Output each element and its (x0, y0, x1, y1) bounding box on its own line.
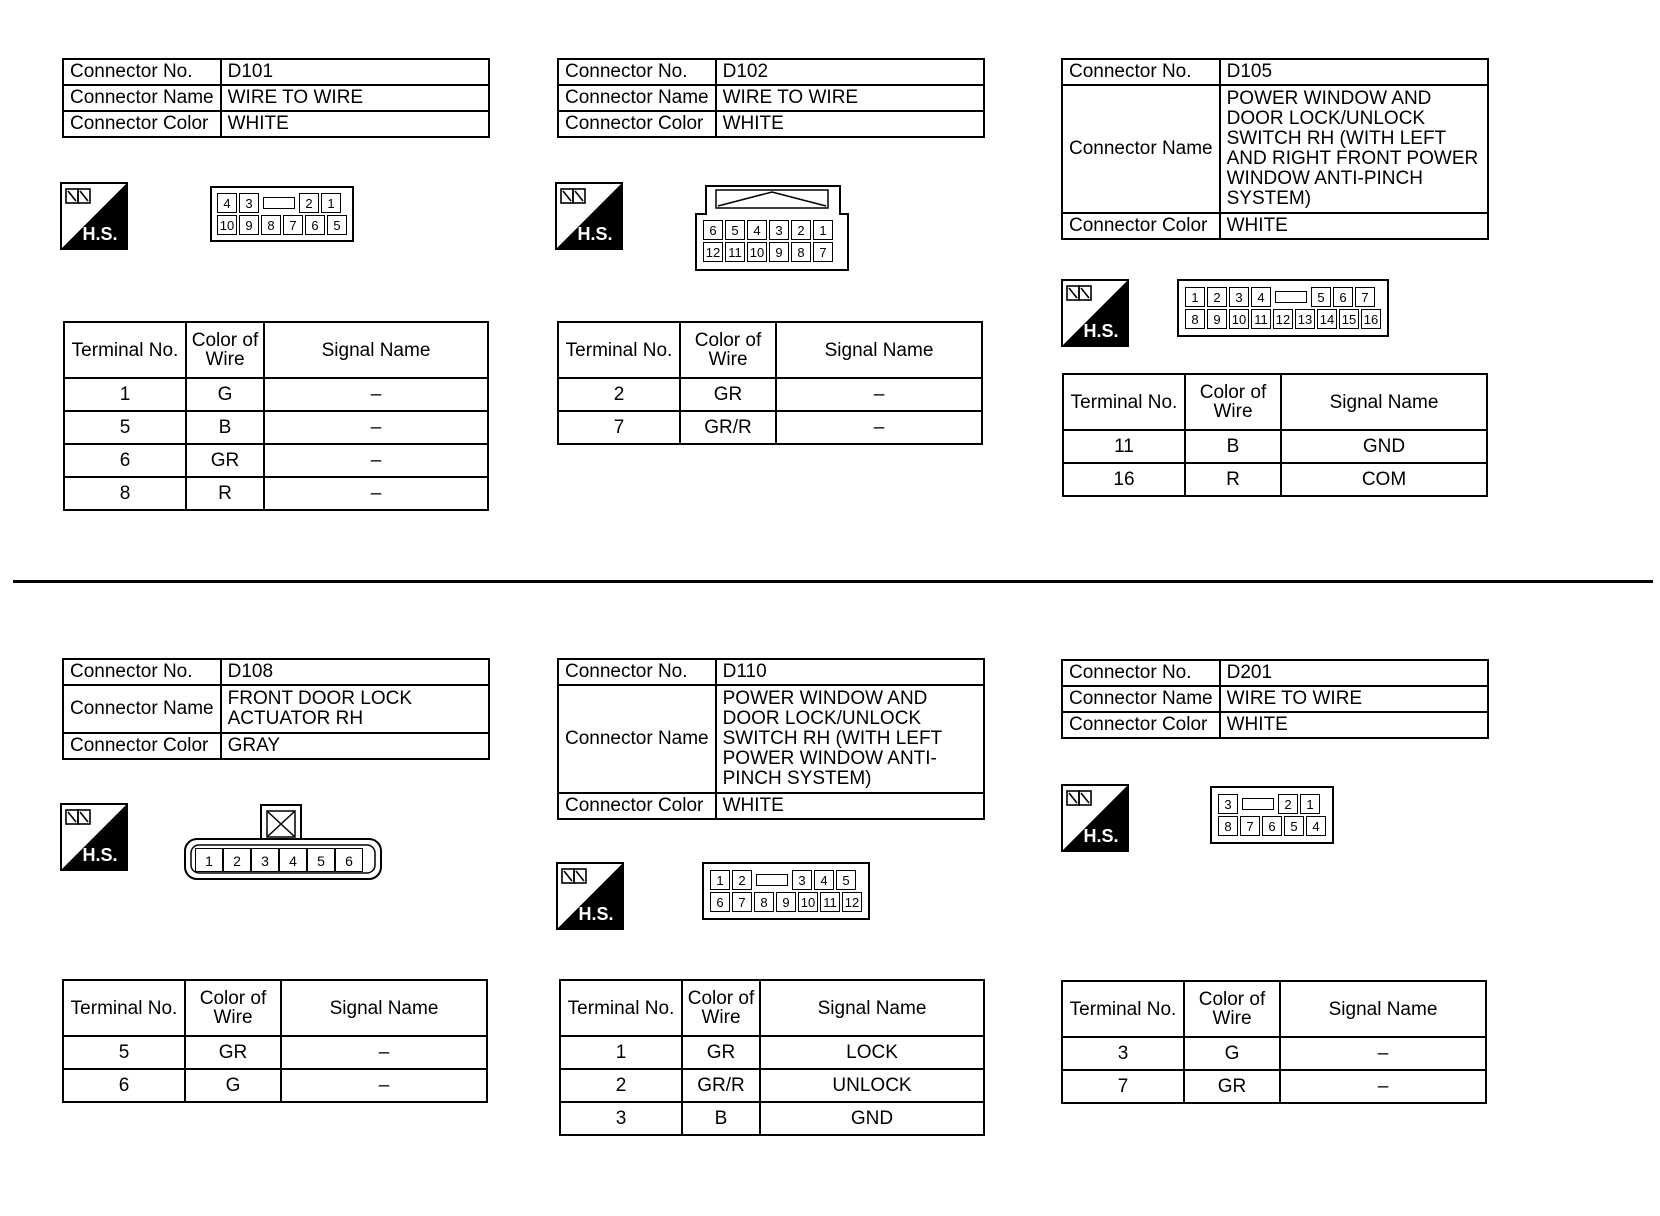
connector-pin: 10 (1229, 309, 1249, 329)
connector-pin: 10 (217, 215, 237, 235)
terminal-no-cell: 11 (1063, 430, 1185, 463)
terminal-no-cell: 7 (1062, 1070, 1184, 1103)
connector-pin: 12 (842, 892, 862, 912)
terminal-no-cell: 5 (64, 411, 186, 444)
wire-color-cell: GR (680, 378, 776, 411)
signal-name-cell: UNLOCK (760, 1069, 984, 1102)
connector-panel-d108 (62, 658, 490, 760)
hs-label: H.S. (578, 904, 614, 924)
connector-pin: 4 (1306, 816, 1326, 836)
terminal-table (1062, 373, 1488, 497)
connector-color-value: WHITE (716, 111, 984, 137)
connector-info-table (62, 658, 490, 760)
signal-name-cell: – (264, 411, 488, 444)
color-of-wire-header: Color of Wire (186, 322, 264, 378)
terminal-no-cell: 6 (64, 444, 186, 477)
signal-name-cell: – (281, 1036, 487, 1069)
pin-row-bottom (702, 241, 834, 263)
signal-name-header: Signal Name (1281, 374, 1487, 430)
color-of-wire-header: Color of Wire (185, 980, 281, 1036)
terminal-row (1063, 463, 1487, 496)
connector-panel-d105 (1061, 58, 1489, 240)
terminal-row (558, 378, 982, 411)
connector-name-label: Connector Name (63, 685, 221, 733)
connector-pin: 8 (1218, 816, 1238, 836)
connector-pin: 3 (792, 870, 812, 890)
signal-name-cell: GND (1281, 430, 1487, 463)
harness-side-icon (1061, 279, 1129, 347)
terminal-panel-d201 (1061, 980, 1487, 1104)
color-of-wire-header: Color of Wire (680, 322, 776, 378)
connector-face-d110 (702, 862, 870, 920)
terminal-no-header: Terminal No. (64, 322, 186, 378)
connector-pin: 2 (732, 870, 752, 890)
signal-name-header: Signal Name (281, 980, 487, 1036)
hs-label: H.S. (82, 224, 118, 244)
connector-name-label: Connector Name (558, 85, 716, 111)
connector-no-value: D201 (1220, 660, 1488, 686)
signal-name-header: Signal Name (264, 322, 488, 378)
connector-pin: 3 (1229, 287, 1249, 307)
connector-pin: 1 (710, 870, 730, 890)
connector-pin: 8 (754, 892, 774, 912)
terminal-no-cell: 3 (560, 1102, 682, 1135)
wire-color-cell: R (186, 477, 264, 510)
terminal-no-cell: 8 (64, 477, 186, 510)
connector-pin: 12 (703, 242, 723, 262)
terminal-panel-d105 (1062, 373, 1488, 497)
connector-pin: 5 (327, 215, 347, 235)
signal-name-cell: – (264, 378, 488, 411)
terminal-table (62, 979, 488, 1103)
connector-color-label: Connector Color (63, 733, 221, 759)
terminal-row (560, 1102, 984, 1135)
signal-name-header: Signal Name (760, 980, 984, 1036)
connector-no-label: Connector No. (558, 659, 716, 685)
connector-pin: 3 (1218, 794, 1238, 814)
connector-pin: 11 (725, 242, 745, 262)
connector-pin: 11 (1251, 309, 1271, 329)
connector-latch (1273, 287, 1309, 307)
connector-color-label: Connector Color (63, 111, 221, 137)
connector-pin: 4 (1251, 287, 1271, 307)
signal-name-header: Signal Name (776, 322, 982, 378)
connector-face-d201 (1210, 786, 1334, 844)
connector-pin: 10 (747, 242, 767, 262)
connector-latch (1240, 794, 1276, 814)
pin-row-top (216, 192, 348, 214)
signal-name-cell: – (1280, 1037, 1486, 1070)
signal-name-cell: – (776, 378, 982, 411)
connector-pin: 7 (1240, 816, 1260, 836)
wire-color-cell: G (185, 1069, 281, 1102)
pin-row-top (1217, 793, 1327, 815)
connector-pin: 9 (769, 242, 789, 262)
connector-no-value: D110 (716, 659, 984, 685)
terminal-row (64, 444, 488, 477)
signal-name-cell: – (281, 1069, 487, 1102)
connector-info-table (1061, 659, 1489, 739)
terminal-no-header: Terminal No. (63, 980, 185, 1036)
connector-no-label: Connector No. (63, 59, 221, 85)
connector-info-table (557, 658, 985, 820)
connector-pin: 2 (1207, 287, 1227, 307)
wire-color-cell: B (682, 1102, 760, 1135)
connector-panel-d101 (62, 58, 490, 138)
connector-name-value: WIRE TO WIRE (716, 85, 984, 111)
connector-panel-d201 (1061, 659, 1489, 739)
connector-pin: 8 (791, 242, 811, 262)
connector-pin: 14 (1317, 309, 1337, 329)
terminal-row (63, 1069, 487, 1102)
pin-row-bottom (1217, 815, 1327, 837)
connector-pin: 5 (725, 220, 745, 240)
terminal-row (63, 1036, 487, 1069)
connector-no-value: D108 (221, 659, 489, 685)
terminal-panel-d108 (62, 979, 488, 1103)
connector-info-table (62, 58, 490, 138)
pin-row-top (1184, 286, 1382, 308)
connector-color-label: Connector Color (1062, 213, 1220, 239)
connector-pin: 5 (836, 870, 856, 890)
wire-color-cell: GR (185, 1036, 281, 1069)
connector-pin: 1 (813, 220, 833, 240)
connector-pin: 8 (261, 215, 281, 235)
connector-pin: 4 (814, 870, 834, 890)
connector-pin: 8 (1185, 309, 1205, 329)
connector-name-value: POWER WINDOW AND DOOR LOCK/UNLOCK SWITCH RH (WITH LEFT POWER WINDOW ANTI-PINCH SYSTEM) (716, 685, 984, 793)
harness-side-icon (60, 803, 128, 871)
connector-pin: 6 (305, 215, 325, 235)
connector-color-value: WHITE (1220, 712, 1488, 738)
terminal-row (1063, 430, 1487, 463)
connector-pin: 5 (307, 848, 335, 872)
connector-pin: 6 (710, 892, 730, 912)
terminal-table (559, 979, 985, 1136)
pin-row-bottom (709, 891, 863, 913)
terminal-table (1061, 980, 1487, 1104)
color-of-wire-header: Color of Wire (682, 980, 760, 1036)
connector-pin: 1 (1185, 287, 1205, 307)
connector-no-value: D105 (1220, 59, 1488, 85)
connector-pin: 2 (223, 848, 251, 872)
wire-color-cell: GR (682, 1036, 760, 1069)
terminal-no-header: Terminal No. (1063, 374, 1185, 430)
connector-color-value: WHITE (716, 793, 984, 819)
terminal-no-cell: 2 (560, 1069, 682, 1102)
terminal-row (64, 411, 488, 444)
connector-pin: 9 (776, 892, 796, 912)
terminal-row (1062, 1037, 1486, 1070)
pin-row-bottom (1184, 308, 1382, 330)
connector-info-table (557, 58, 985, 138)
wire-color-cell: B (1185, 430, 1281, 463)
connector-pin: 1 (321, 193, 341, 213)
terminal-no-cell: 1 (64, 378, 186, 411)
hs-label: H.S. (82, 845, 118, 865)
connector-no-value: D102 (716, 59, 984, 85)
pin-row-top (702, 219, 834, 241)
terminal-no-cell: 7 (558, 411, 680, 444)
connector-color-value: WHITE (221, 111, 489, 137)
connector-pin: 6 (1262, 816, 1282, 836)
connector-pin: 9 (239, 215, 259, 235)
terminal-panel-d101 (63, 321, 489, 511)
wire-color-cell: GR/R (680, 411, 776, 444)
connector-pin: 2 (299, 193, 319, 213)
signal-name-cell: – (776, 411, 982, 444)
harness-side-icon (555, 182, 623, 250)
connector-pin: 1 (195, 848, 223, 872)
connector-pin: 10 (798, 892, 818, 912)
connector-color-label: Connector Color (558, 793, 716, 819)
section-divider (13, 580, 1653, 583)
connector-no-label: Connector No. (1062, 660, 1220, 686)
terminal-no-cell: 3 (1062, 1037, 1184, 1070)
terminal-panel-d110 (559, 979, 985, 1136)
connector-no-value: D101 (221, 59, 489, 85)
connector-pin: 6 (335, 848, 363, 872)
connector-pin: 3 (251, 848, 279, 872)
connector-latch (261, 193, 297, 213)
terminal-panel-d102 (557, 321, 983, 445)
wire-color-cell: G (1184, 1037, 1280, 1070)
connector-name-label: Connector Name (1062, 686, 1220, 712)
connector-pin: 15 (1339, 309, 1359, 329)
connector-color-value: WHITE (1220, 213, 1488, 239)
signal-name-cell: COM (1281, 463, 1487, 496)
connector-pin: 13 (1295, 309, 1315, 329)
connector-no-label: Connector No. (63, 659, 221, 685)
connector-pin: 4 (217, 193, 237, 213)
terminal-no-cell: 16 (1063, 463, 1185, 496)
connector-pin: 7 (283, 215, 303, 235)
signal-name-cell: GND (760, 1102, 984, 1135)
terminal-row (560, 1069, 984, 1102)
connector-pin: 7 (813, 242, 833, 262)
connector-pin: 6 (1333, 287, 1353, 307)
connector-pin: 16 (1361, 309, 1381, 329)
connector-no-label: Connector No. (1062, 59, 1220, 85)
signal-name-cell: – (264, 444, 488, 477)
terminal-row (64, 378, 488, 411)
connector-info-table (1061, 58, 1489, 240)
connector-panel-d110 (557, 658, 985, 820)
hs-label: H.S. (577, 224, 613, 244)
connector-name-value: FRONT DOOR LOCK ACTUATOR RH (221, 685, 489, 733)
wire-color-cell: G (186, 378, 264, 411)
connector-pin: 7 (1355, 287, 1375, 307)
connector-name-value: WIRE TO WIRE (221, 85, 489, 111)
connector-color-label: Connector Color (558, 111, 716, 137)
connector-pin: 3 (769, 220, 789, 240)
signal-name-cell: LOCK (760, 1036, 984, 1069)
connector-pin: 4 (279, 848, 307, 872)
connector-latch (754, 870, 790, 890)
connector-name-label: Connector Name (558, 685, 716, 793)
connector-pin: 3 (239, 193, 259, 213)
terminal-no-cell: 1 (560, 1036, 682, 1069)
connector-pin: 6 (703, 220, 723, 240)
connector-color-label: Connector Color (1062, 712, 1220, 738)
wire-color-cell: GR (1184, 1070, 1280, 1103)
hs-label: H.S. (1083, 826, 1119, 846)
pin-row-top (195, 848, 363, 872)
connector-name-label: Connector Name (63, 85, 221, 111)
terminal-no-header: Terminal No. (558, 322, 680, 378)
harness-side-icon (60, 182, 128, 250)
hs-label: H.S. (1083, 321, 1119, 341)
color-of-wire-header: Color of Wire (1184, 981, 1280, 1037)
wire-color-cell: B (186, 411, 264, 444)
connector-face-d105 (1177, 279, 1389, 337)
connector-pin: 5 (1311, 287, 1331, 307)
wire-color-cell: GR/R (682, 1069, 760, 1102)
terminal-no-header: Terminal No. (1062, 981, 1184, 1037)
terminal-row (560, 1036, 984, 1069)
connector-color-value: GRAY (221, 733, 489, 759)
connector-face-d102 (699, 216, 837, 266)
connector-pin: 7 (732, 892, 752, 912)
color-of-wire-header: Color of Wire (1185, 374, 1281, 430)
connector-panel-d102 (557, 58, 985, 138)
connector-pin: 12 (1273, 309, 1293, 329)
terminal-row (64, 477, 488, 510)
connector-face-d101 (210, 186, 354, 242)
terminal-no-cell: 5 (63, 1036, 185, 1069)
connector-pin: 5 (1284, 816, 1304, 836)
terminal-no-header: Terminal No. (560, 980, 682, 1036)
connector-no-label: Connector No. (558, 59, 716, 85)
wire-color-cell: GR (186, 444, 264, 477)
signal-name-cell: – (264, 477, 488, 510)
harness-side-icon (556, 862, 624, 930)
signal-name-cell: – (1280, 1070, 1486, 1103)
connector-pin: 1 (1300, 794, 1320, 814)
signal-name-header: Signal Name (1280, 981, 1486, 1037)
connector-name-value: WIRE TO WIRE (1220, 686, 1488, 712)
connector-pin: 11 (820, 892, 840, 912)
connector-name-label: Connector Name (1062, 85, 1220, 213)
pin-row-top (709, 869, 863, 891)
terminal-row (558, 411, 982, 444)
pin-row-bottom (216, 214, 348, 236)
connector-name-value: POWER WINDOW AND DOOR LOCK/UNLOCK SWITCH RH (WITH LEFT AND RIGHT FRONT POWER WINDOW ANTI-PINCH SYSTEM) (1220, 85, 1488, 213)
connector-pin: 2 (791, 220, 811, 240)
wire-color-cell: R (1185, 463, 1281, 496)
terminal-no-cell: 6 (63, 1069, 185, 1102)
connector-pin: 2 (1278, 794, 1298, 814)
connector-pin: 9 (1207, 309, 1227, 329)
connector-face-d108 (195, 848, 363, 872)
terminal-no-cell: 2 (558, 378, 680, 411)
terminal-table (557, 321, 983, 445)
harness-side-icon (1061, 784, 1129, 852)
terminal-table (63, 321, 489, 511)
connector-pin: 4 (747, 220, 767, 240)
terminal-row (1062, 1070, 1486, 1103)
